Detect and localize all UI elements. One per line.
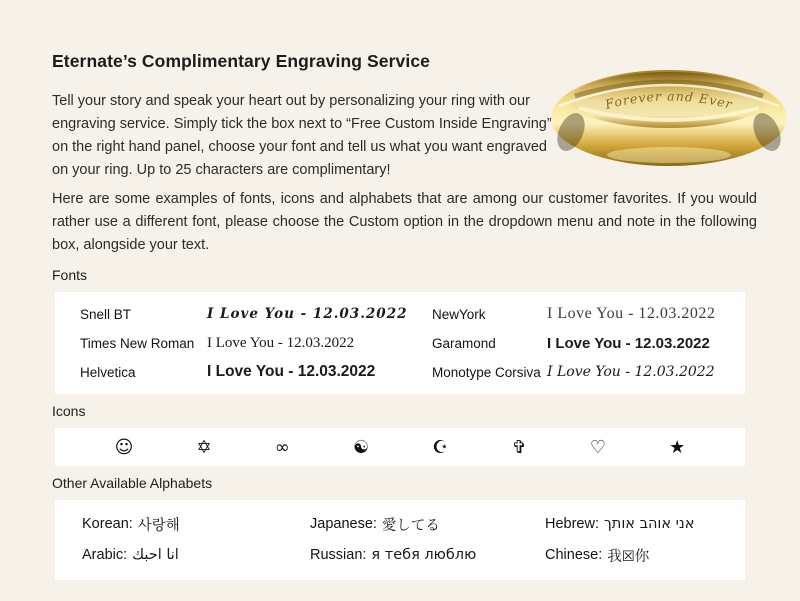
alphabet-language-label: Japanese: [310,516,377,532]
examples-note-paragraph: Here are some examples of fonts, icons and alphabets that are among our customer favorites. If you would rather use a different font, please choose the Custom option in the dropdown menu and note in the following box, alongside your text. [52,191,757,253]
alphabets-table [55,500,745,580]
alphabet-item-hebrew [545,513,735,535]
font-sample: I Love You - 12.03.2022 [207,363,376,380]
alphabet-item-russian [310,544,545,566]
alphabets-section-label: Other Available Alphabets [52,475,213,491]
alphabet-sample-text: 我☒你 [607,548,650,565]
icons-section-label: Icons [52,403,86,419]
font-name: Times New Roman [80,335,195,351]
font-sample: I Love You - 12.03.2022 [547,305,716,322]
star-and-crescent-icon: ☪ [432,436,449,458]
star-of-david-icon: ✡ [196,436,212,458]
font-sample: I Love You - 12.03.2022 [547,364,715,380]
font-name: NewYork [432,306,486,322]
cross-icon: ✞ [511,436,527,458]
icons-strip [55,428,745,466]
page-title: Eternate’s Complimentary Engraving Service [52,51,430,71]
gold-ring-image [545,58,793,172]
yin-yang-icon: ☯ [352,436,370,458]
font-sample: I Love You - 12.03.2022 [547,334,710,352]
alphabet-language-label: Arabic: [82,547,128,563]
font-sample: I Love You - 12.03.2022 [207,334,355,351]
font-name: Helvetica [80,364,136,380]
smiley-icon: ☺ [114,436,134,458]
heart-outline-icon: ♡ [589,436,606,458]
alphabet-sample-text: אני אוהב אותך [604,516,695,532]
alphabet-language-label: Hebrew: [545,516,599,532]
alphabet-item-chinese [545,544,735,566]
alphabet-sample-text: я тебя люблю [371,547,477,563]
ring-engraving-text: Forever and Ever [603,88,735,112]
fonts-section-label: Fonts [52,267,88,283]
alphabet-item-korean [82,513,310,535]
infinity-icon: ∞ [274,436,290,458]
alphabet-item-japanese [310,513,545,535]
alphabet-language-label: Russian: [310,547,367,563]
alphabet-sample-text: 愛してる [381,517,440,534]
alphabet-language-label: Chinese: [545,547,603,563]
alphabet-item-arabic [82,544,310,566]
alphabet-sample-text: 사랑해 [137,517,180,534]
intro-paragraph: Tell your story and speak your heart out by personalizing your ring with our engraving service. Simply tick the box next to “Free Custom Inside Engraving” on the right hand panel, choose your font and tell us what you want engraved on your ring. Up to 25 characters are complimentary! [52,93,552,178]
star-icon: ★ [669,436,686,458]
alphabet-sample-text: انا احبك [132,547,179,563]
fonts-table [55,292,745,394]
ring-illustration [545,58,793,172]
font-sample: I Love You - 12.03.2022 [207,306,408,322]
font-name: Monotype Corsiva [432,364,541,380]
font-name: Snell BT [80,306,132,322]
font-name: Garamond [432,335,496,351]
alphabet-language-label: Korean: [82,516,133,532]
